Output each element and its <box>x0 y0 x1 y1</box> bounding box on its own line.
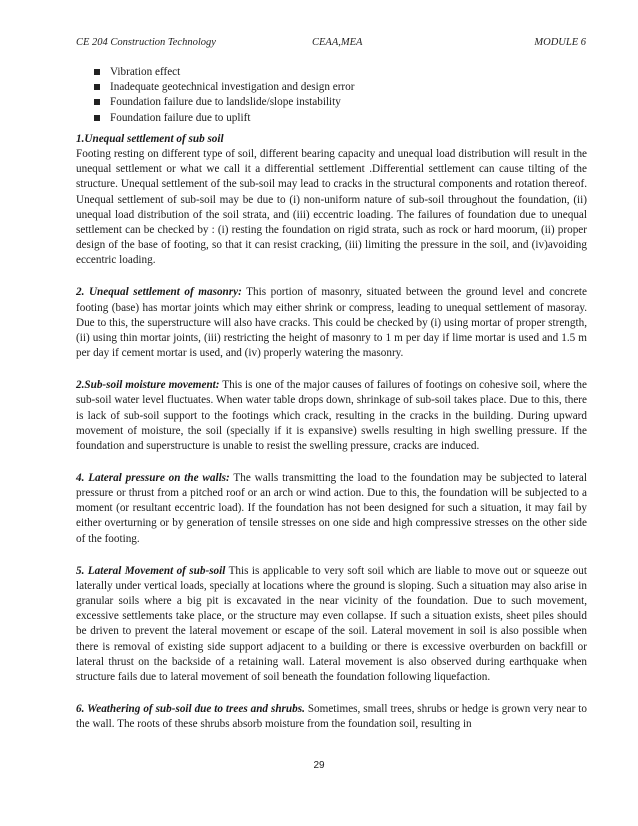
section-paragraph: Footing resting on different type of soil, different bearing capacity and unequal load distribution will result in the unequal settlement or what we call it a differential settlement .Differential settlement can cause tilting of the structure. Unequal settlement of the sub-soil may lead to cracks in the structural components and rotation thereof. Unequal settlement of sub-soil may be due to (i) non-uniform nature of sub-soil throughout the foundation, (ii) unequal load distribution of the soil strata, and (iii) eccentric loading. The failures of foundation due to unequal settlement can be checked by : (i) resting the foundation on rigid strata, such as rock or hard moorum, (ii) proper design of the base of footing, so that it can resist cracking, (iii) limiting the pressure in the soil, and (iv)avoiding eccentric loading. <box>76 148 587 267</box>
section-paragraph: This is applicable to very soft soil which are liable to move out or squeeze out laterally under vertical loads, specially at locations where the ground is sloping. Such a situation may also arise in granular soils where a big pit is excavated in the near vicinity of the foundation. Due to such movement, excessive settlements take place, or the structure may even collapse. If such a situation exists, sheet piles should be driven to prevent the lateral movement or escape of the soil. Lateral movement in soil is also possible when there is removal of existing side support adjacent to a building or there is excessive overburden on backfill or lateral thrust on the backside of a retaining wall. Lateral movement is also observed during earthquake when structure fails due to lateral movement of soil beneath the foundation following liquefaction. <box>76 564 587 683</box>
list-item <box>92 111 572 126</box>
section-weathering <box>76 702 587 732</box>
list-item-text: Inadequate geotechnical investigation and design error <box>110 81 355 94</box>
page-header <box>76 37 586 51</box>
section-paragraph-wrap <box>76 702 587 732</box>
section-lateral-pressure <box>76 471 587 547</box>
section-paragraph-wrap <box>76 564 587 685</box>
bullet-list <box>92 65 572 126</box>
square-bullet-icon <box>94 69 100 75</box>
section-paragraph: Sometimes, small trees, shrubs or hedge is grown very near to the wall. The roots of these shrubs absorb moisture from the foundation soil, resulting in <box>76 703 588 731</box>
list-item-text: Foundation failure due to landslide/slope instability <box>110 96 341 109</box>
section-paragraph-wrap <box>76 285 587 361</box>
section-lateral-movement <box>76 564 587 685</box>
section-unequal-settlement-masonry <box>76 285 587 361</box>
square-bullet-icon <box>94 115 100 121</box>
document-body <box>76 132 587 749</box>
square-bullet-icon <box>94 99 100 105</box>
header-module: MODULE 6 <box>534 37 586 48</box>
list-item <box>92 80 572 95</box>
section-paragraph-wrap <box>76 378 587 454</box>
list-item <box>92 95 572 110</box>
section-heading: 2.Sub-soil moisture movement: <box>76 379 220 392</box>
section-subsoil-moisture <box>76 378 587 454</box>
list-item-text: Vibration effect <box>110 66 181 78</box>
section-heading: 6. Weathering of sub-soil due to trees and shrubs. <box>76 703 305 715</box>
page-number: 29 <box>313 760 325 771</box>
section-paragraph: The walls transmitting the load to the foundation may be subjected to lateral pressure or thrust from a pitched roof or an arch or wind action. Due to this, the foundation will be subjected to a moment (or resultant eccentric load). If the foundation has not been designed for such a situation, it may fail by either overturning or by generation of tensile stresses on one side and high compressive stresses on the other side of the footing. <box>76 471 587 545</box>
section-heading: 1.Unequal settlement of sub soil <box>76 133 224 145</box>
section-paragraph-wrap <box>76 471 587 547</box>
header-institution: CEAA,MEA <box>312 37 363 48</box>
square-bullet-icon <box>94 84 100 90</box>
list-item-text: Foundation failure due to uplift <box>110 111 251 124</box>
section-heading: 2. Unequal settlement of masonry: <box>76 286 242 299</box>
section-heading: 5. Lateral Movement of sub-soil <box>76 564 226 577</box>
list-item <box>92 65 572 80</box>
section-paragraph: This is one of the major causes of failures of footings on cohesive soil, where the sub-soil water level fluctuates. When water table drops down, shrinkage of sub-soil takes place. Due to this, there is lack of sub-soil support to the footings which crack, resulting in the cracks in the building. During upward movement of moisture, the soil (specially if it is expansive) swells resulting in high swelling pressure. If the foundation and superstructure is unable to resist the swelling pressure, cracks are induced. <box>76 379 587 452</box>
section-paragraph: This portion of masonry, situated between the ground level and concrete footing (base) has mortar joints which may either shrink or compress, leading to unequal settlement of masoray. Due to this, the superstructure will also have cracks. This could be checked by (i) using mortar of proper strength, (ii) using thin mortar joints, (iii) restricting the height of masonry to 1 m per day if lime mortar is used and 1.5 m per day if cement mortar is used, and (iv) properly watering the masonry. <box>76 286 587 360</box>
header-course: CE 204 Construction Technology <box>76 37 216 48</box>
section-unequal-settlement-soil <box>76 132 587 268</box>
section-heading: 4. Lateral pressure on the walls: <box>76 471 230 484</box>
